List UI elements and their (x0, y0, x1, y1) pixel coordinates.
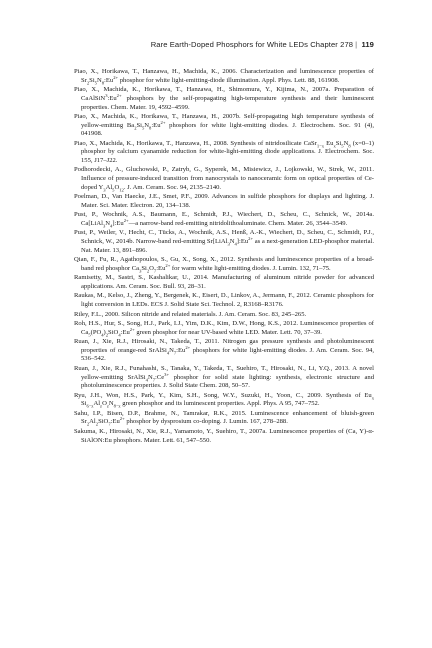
reference-entry: Ruan, J., Xie, R.J., Funahashi, S., Tanaka, Y., Takeda, T., Suehiro, T., Hirosaki, N., Li, Y.Q., 2013. A novel yellow-emitting $SrAlSi_4N_7:Ce^{3+}$ phosphor for solid state lighting: synthesis, electronic structure and photoluminescence properties. J. Solid State Chem. 208, 50–57. (74, 364, 374, 390)
reference-entry: Pust, P., Weiler, V., Hecht, C., Tücks, A., Wochnik, A.S., Henß, A.-K., Wiechert, D., Scheu, C., Schmidt, P.J., Schnick, W., 2014b. Narrow-band red-emitting $Sr[LiAl_3N_4]:Eu^{2+}$ as a next-generation LED-phosphor material. Nat. Mater. 13, 891–896. (74, 229, 374, 254)
running-head-title: Rare Earth-Doped Phosphors for White LEDs (150, 40, 308, 49)
reference-entry: Pust, P., Wochnik, A.S., Baumann, E., Schmidt, P.J., Wiechert, D., Scheu, C., Schnick, W., 2014a. $Ca[LiAl_3N_4]:Eu^{2+}—a$ narrow-band red-emitting nitridolithoaluminate. Chem. Mater. 26, 3544–3549. (74, 211, 374, 229)
reference-entry: Sakuma, K., Hirosaki, N., Xie, R.J., Yamamoto, Y., Suehiro, T., 2007a. Luminescence properties of (Ca, Y)-α-SiAlON:Eu phosphors. Mater. Lett. 61, 547–550. (74, 427, 374, 444)
reference-entry: Piao, X., Machida, K., Horikawa, T., Hanzawa, H., 2007b. Self-propagating high temperature synthesis of yellow-emitting $Ba_2Si_5N_8:Eu^{2+}$ phosphors for white light-emitting diodes. J. Electrochem. Soc. 91 (4), 041908. (74, 112, 374, 138)
reference-entry: Ryu, J.H., Won, H.S., Park, Y., Kim, S.H., Song, W.Y., Suzuki, H., Yoon, C., 2009. Synthesis of $Eu_x$ $Si_{6-z}Al_zO_zN_{8-z}$ green phosphor and its luminescent properties. Appl. Phys. A 95, 747–752. (74, 391, 374, 409)
page-number: 119 (361, 40, 374, 49)
reference-entry: Podhorodecki, A., Gluchowski, P., Zatryb, G., Syperek, M., Misiewicz, J., Lojkowski, W., Strek, W., 2011. Influence of pressure-induced transition from nanocrystals to nanoceramic form on optical properties of Ce-doped $Y_3Al_5O_{12}$. J. Am. Ceram. Soc. 94, 2135–2140. (74, 166, 374, 193)
chapter-number: 278 (340, 40, 354, 49)
reference-entry: Ruan, J., Xie, R.J., Hirosaki, N., Takeda, T., 2011. Nitrogen gas pressure synthesis and photoluminescent properties of orange-red $SrAlSi_4N_7:Eu^{2+}$ phosphors for white light-emitting diodes. J. Am. Ceram. Soc. 94, 536–542. (74, 338, 374, 363)
header-separator: | (355, 40, 358, 49)
reference-entry: Piao, X., Machida, K., Horikawa, T., Hanzawa, H., Shimomura, Y., Kijima, N., 2007a. Preparation of $CaAlSiN^3:Eu^{2+}$ phosphors by the self-propagating high-temperature synthesis and their luminescent properties. Chem. Mater. 19, 4592–4599. (74, 86, 374, 111)
reference-entry: Poelman, D., Van Haecke, J.E., Smet, P.F., 2009. Advances in sulfide phosphors for displays and lighting. J. Mater. Sci. Mater. Electron. 20, 134–138. (74, 193, 374, 209)
chapter-label: Chapter (310, 40, 338, 49)
reference-entry: Qian, F., Fu, R., Agathopoulos, S., Gu, X., Song, X., 2012. Synthesis and luminescence properties of a broad-band red phosphor $Ca_3Si_2O_7:Eu^{2+}$ for warm white light-emitting diodes. J. Lumin. 132, 71–75. (74, 256, 374, 274)
reference-entry: Raukas, M., Kelso, J., Zheng, Y., Bergenek, K., Eisert, D., Linkov, A., Jermann, F., 2012. Ceramic phosphors for light conversion in LEDs. ECS J. Solid State Sci. Technol. 2, R3168–R3176. (74, 292, 374, 309)
reference-entry: Riley, F.L., 2000. Silicon nitride and related materials. J. Am. Ceram. Soc. 83, 245–265. (74, 310, 307, 318)
running-head (151, 40, 374, 49)
reference-entry: Piao, X., Horikawa, T., Hanzawa, H., Machida, K., 2006. Characterization and luminescence properties of $Sr_2Si_5N_8:Eu^{2+}$ phosphor for white light-emitting-diode illumination. Appl. Phys. Lett. 88, 161908. (74, 68, 374, 86)
reference-entry: Ramisetty, M., Sastri, S., Kashalikar, U., 2014. Manufacturing of aluminum nitride powder for advanced applications. Am. Ceram. Soc. Bull. 93, 28–31. (74, 274, 374, 291)
reference-list (74, 68, 374, 446)
reference-entry: Roh, H.S., Hur, S., Song, H.J., Park, I.J., Yim, D.K., Kim, D.W., Hong, K.S., 2012. Luminescence properties of $Ca_5(PO_4)_2SiO_4:Eu^{2+}$ green phosphor for near UV-based white LED. Mater. Lett. 70, 37–39. (74, 319, 374, 337)
reference-entry: Piao, X., Machida, K., Horikawa, T., Hanzawa, H., 2008. Synthesis of nitridosilicate CaSr$_{1-x}$ $Eu_xSi_5N_8$ (x=0–1) phosphor by calcium cyanamide reduction for white-light-emitting diode applications. J. Electrochem. Soc. 155, J17–J22. (74, 139, 375, 165)
reference-entry: Sahu, I.P., Bisen, D.P., Brahme, N., Tamrakar, R.K., 2015. Luminescence enhancement of bluish-green $Sr_2Al_2SiO_7:Eu^{2+}$ phosphor by dysprosium co-doping. J. Lumin. 167, 278–288. (74, 409, 374, 427)
